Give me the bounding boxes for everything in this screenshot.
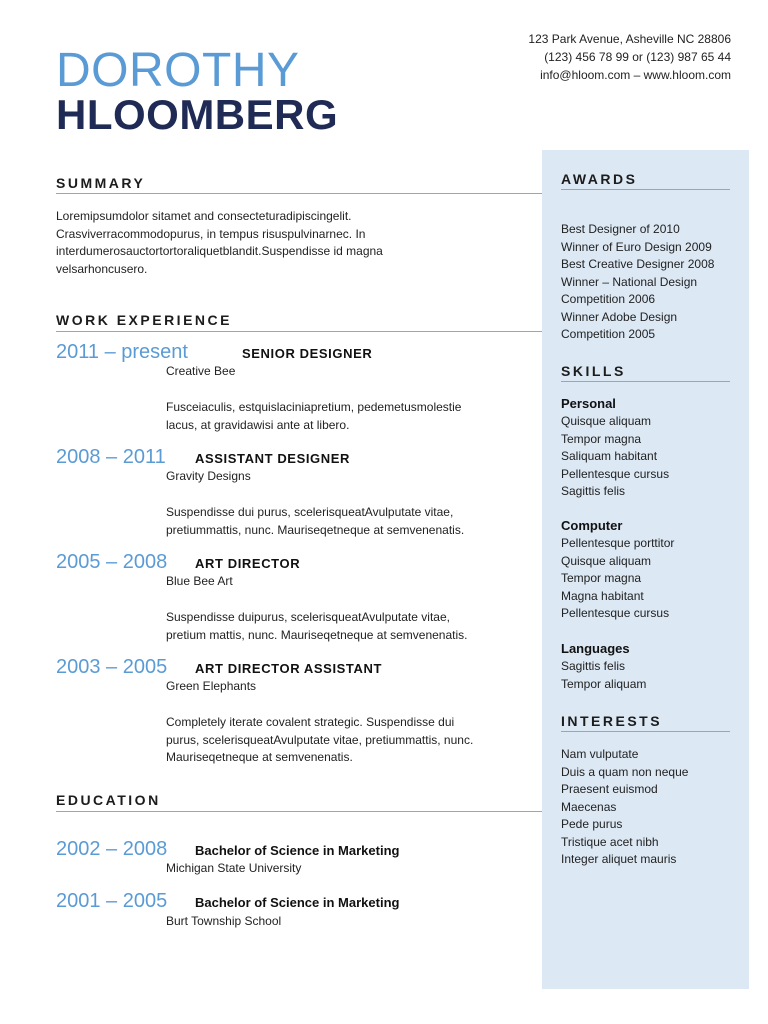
skill-item: Pellentesque cursus <box>561 466 670 481</box>
job-desc-line: Suspendisse duipurus, scelerisqueatAvulputate vitae, <box>166 610 450 624</box>
contact-phones: (123) 456 78 99 or (123) 987 65 44 <box>544 50 731 64</box>
education-years: 2002 – 2008 <box>56 838 168 860</box>
award-item: Best Designer of 2010 <box>561 222 680 236</box>
interest-item: Pede purus <box>561 817 623 831</box>
education-degree: Bachelor of Science in Marketing <box>195 895 400 910</box>
skill-item: Quisque aliquam <box>561 553 652 568</box>
contact-web: info@hloom.com – www.hloom.com <box>540 68 731 82</box>
summary-text <box>56 208 526 278</box>
awards-list <box>561 221 741 344</box>
skills-heading: SKILLS <box>561 363 626 379</box>
education-degree: Bachelor of Science in Marketing <box>195 843 400 858</box>
job-company: Green Elephants <box>166 679 257 693</box>
job-years: 2008 – 2011 <box>56 446 166 468</box>
education-school: Michigan State University <box>166 861 302 875</box>
job-years: 2003 – 2005 <box>56 656 168 678</box>
job-description <box>166 609 506 644</box>
job-title: SENIOR DESIGNER <box>242 346 373 361</box>
interest-item: Duis a quam non neque <box>561 764 689 779</box>
skill-item: Pellentesque cursus <box>561 606 670 620</box>
job-company: Blue Bee Art <box>166 574 233 588</box>
job-desc-line: pretiummattis, nunc. Mauriseqetneque at semvenenatis. <box>166 522 465 537</box>
award-item: Best Creative Designer 2008 <box>561 257 715 271</box>
education-heading: EDUCATION <box>56 792 161 808</box>
job-desc-line: lacus, at gravidawisi ante at libero. <box>166 417 350 432</box>
award-item: Competition 2006 <box>561 292 656 306</box>
skill-item: Saliquam habitant <box>561 449 658 463</box>
job-description <box>166 714 506 767</box>
education-rule <box>56 811 542 812</box>
summary-line: Crasviverracommodopurus, in tempus risuspulvinarnec. In <box>56 226 366 241</box>
job-title: ART DIRECTOR ASSISTANT <box>195 661 383 676</box>
skills-list-personal <box>561 413 741 501</box>
interest-item: Praesent euismod <box>561 782 658 796</box>
skill-item: Sagittis felis <box>561 484 626 498</box>
job-company: Gravity Designs <box>166 469 251 483</box>
job-desc-line: Fusceiaculis, estquislaciniapretium, pedemetusmolestie <box>166 400 462 414</box>
award-item: Winner of Euro Design 2009 <box>561 239 712 254</box>
job-title: ART DIRECTOR <box>195 556 301 571</box>
work-heading: WORK EXPERIENCE <box>56 312 232 328</box>
job-desc-line: Mauriseqetneque at semvenenatis. <box>166 750 353 764</box>
awards-heading: AWARDS <box>561 171 638 187</box>
interests-heading: INTERESTS <box>561 713 663 729</box>
skill-item: Pellentesque porttitor <box>561 536 675 550</box>
work-rule <box>56 331 542 332</box>
skills-list-computer <box>561 535 741 623</box>
summary-line: interdumerosauctortortoraliquetblandit.Suspendisse id magna <box>56 244 383 258</box>
summary-heading: SUMMARY <box>56 175 146 191</box>
skills-group-title: Computer <box>561 518 623 533</box>
job-years: 2011 – present <box>56 341 188 363</box>
job-desc-line: pretium mattis, nunc. Mauriseqetneque at semvenenatis. <box>166 627 468 642</box>
award-item: Winner – National Design <box>561 274 698 289</box>
interest-item: Tristique acet nibh <box>561 834 659 849</box>
skills-rule <box>561 381 730 382</box>
job-title: ASSISTANT DESIGNER <box>195 451 351 466</box>
skills-group-title: Personal <box>561 396 616 411</box>
job-company: Creative Bee <box>166 364 236 378</box>
summary-rule <box>56 193 542 194</box>
job-description <box>166 504 506 539</box>
skill-item: Tempor magna <box>561 571 642 585</box>
last-name: HLOOMBERG <box>56 91 339 138</box>
first-name: DOROTHY <box>56 44 300 97</box>
skill-item: Magna habitant <box>561 588 644 603</box>
job-description <box>166 399 506 434</box>
award-item: Competition 2005 <box>561 327 656 341</box>
job-desc-line: purus, scelerisqueatAvulputate vitae, pretiummattis, nunc. <box>166 732 474 747</box>
interests-list <box>561 746 741 869</box>
skills-group-title: Languages <box>561 641 630 656</box>
contact-block <box>528 30 731 84</box>
interest-item: Nam vulputate <box>561 747 639 761</box>
award-item: Winner Adobe Design <box>561 309 678 324</box>
skill-item: Tempor aliquam <box>561 676 647 691</box>
skill-item: Tempor magna <box>561 431 642 446</box>
summary-line: Loremipsumdolor sitamet and consecteturadipiscingelit. <box>56 209 352 223</box>
job-desc-line: Completely iterate covalent strategic. Suspendisse dui <box>166 715 455 729</box>
summary-line: velsarhoncusero. <box>56 261 148 276</box>
interest-item: Integer aliquet mauris <box>561 852 677 866</box>
interest-item: Maecenas <box>561 799 617 814</box>
skill-item: Sagittis felis <box>561 659 626 673</box>
education-school: Burt Township School <box>166 914 282 928</box>
job-years: 2005 – 2008 <box>56 551 168 573</box>
awards-rule <box>561 189 730 190</box>
interests-rule <box>561 731 730 732</box>
contact-address: 123 Park Avenue, Asheville NC 28806 <box>528 32 731 46</box>
job-desc-line: Suspendisse dui purus, scelerisqueatAvulputate vitae, <box>166 505 454 519</box>
skill-item: Quisque aliquam <box>561 414 652 428</box>
education-years: 2001 – 2005 <box>56 890 168 912</box>
skills-list-languages <box>561 658 741 693</box>
